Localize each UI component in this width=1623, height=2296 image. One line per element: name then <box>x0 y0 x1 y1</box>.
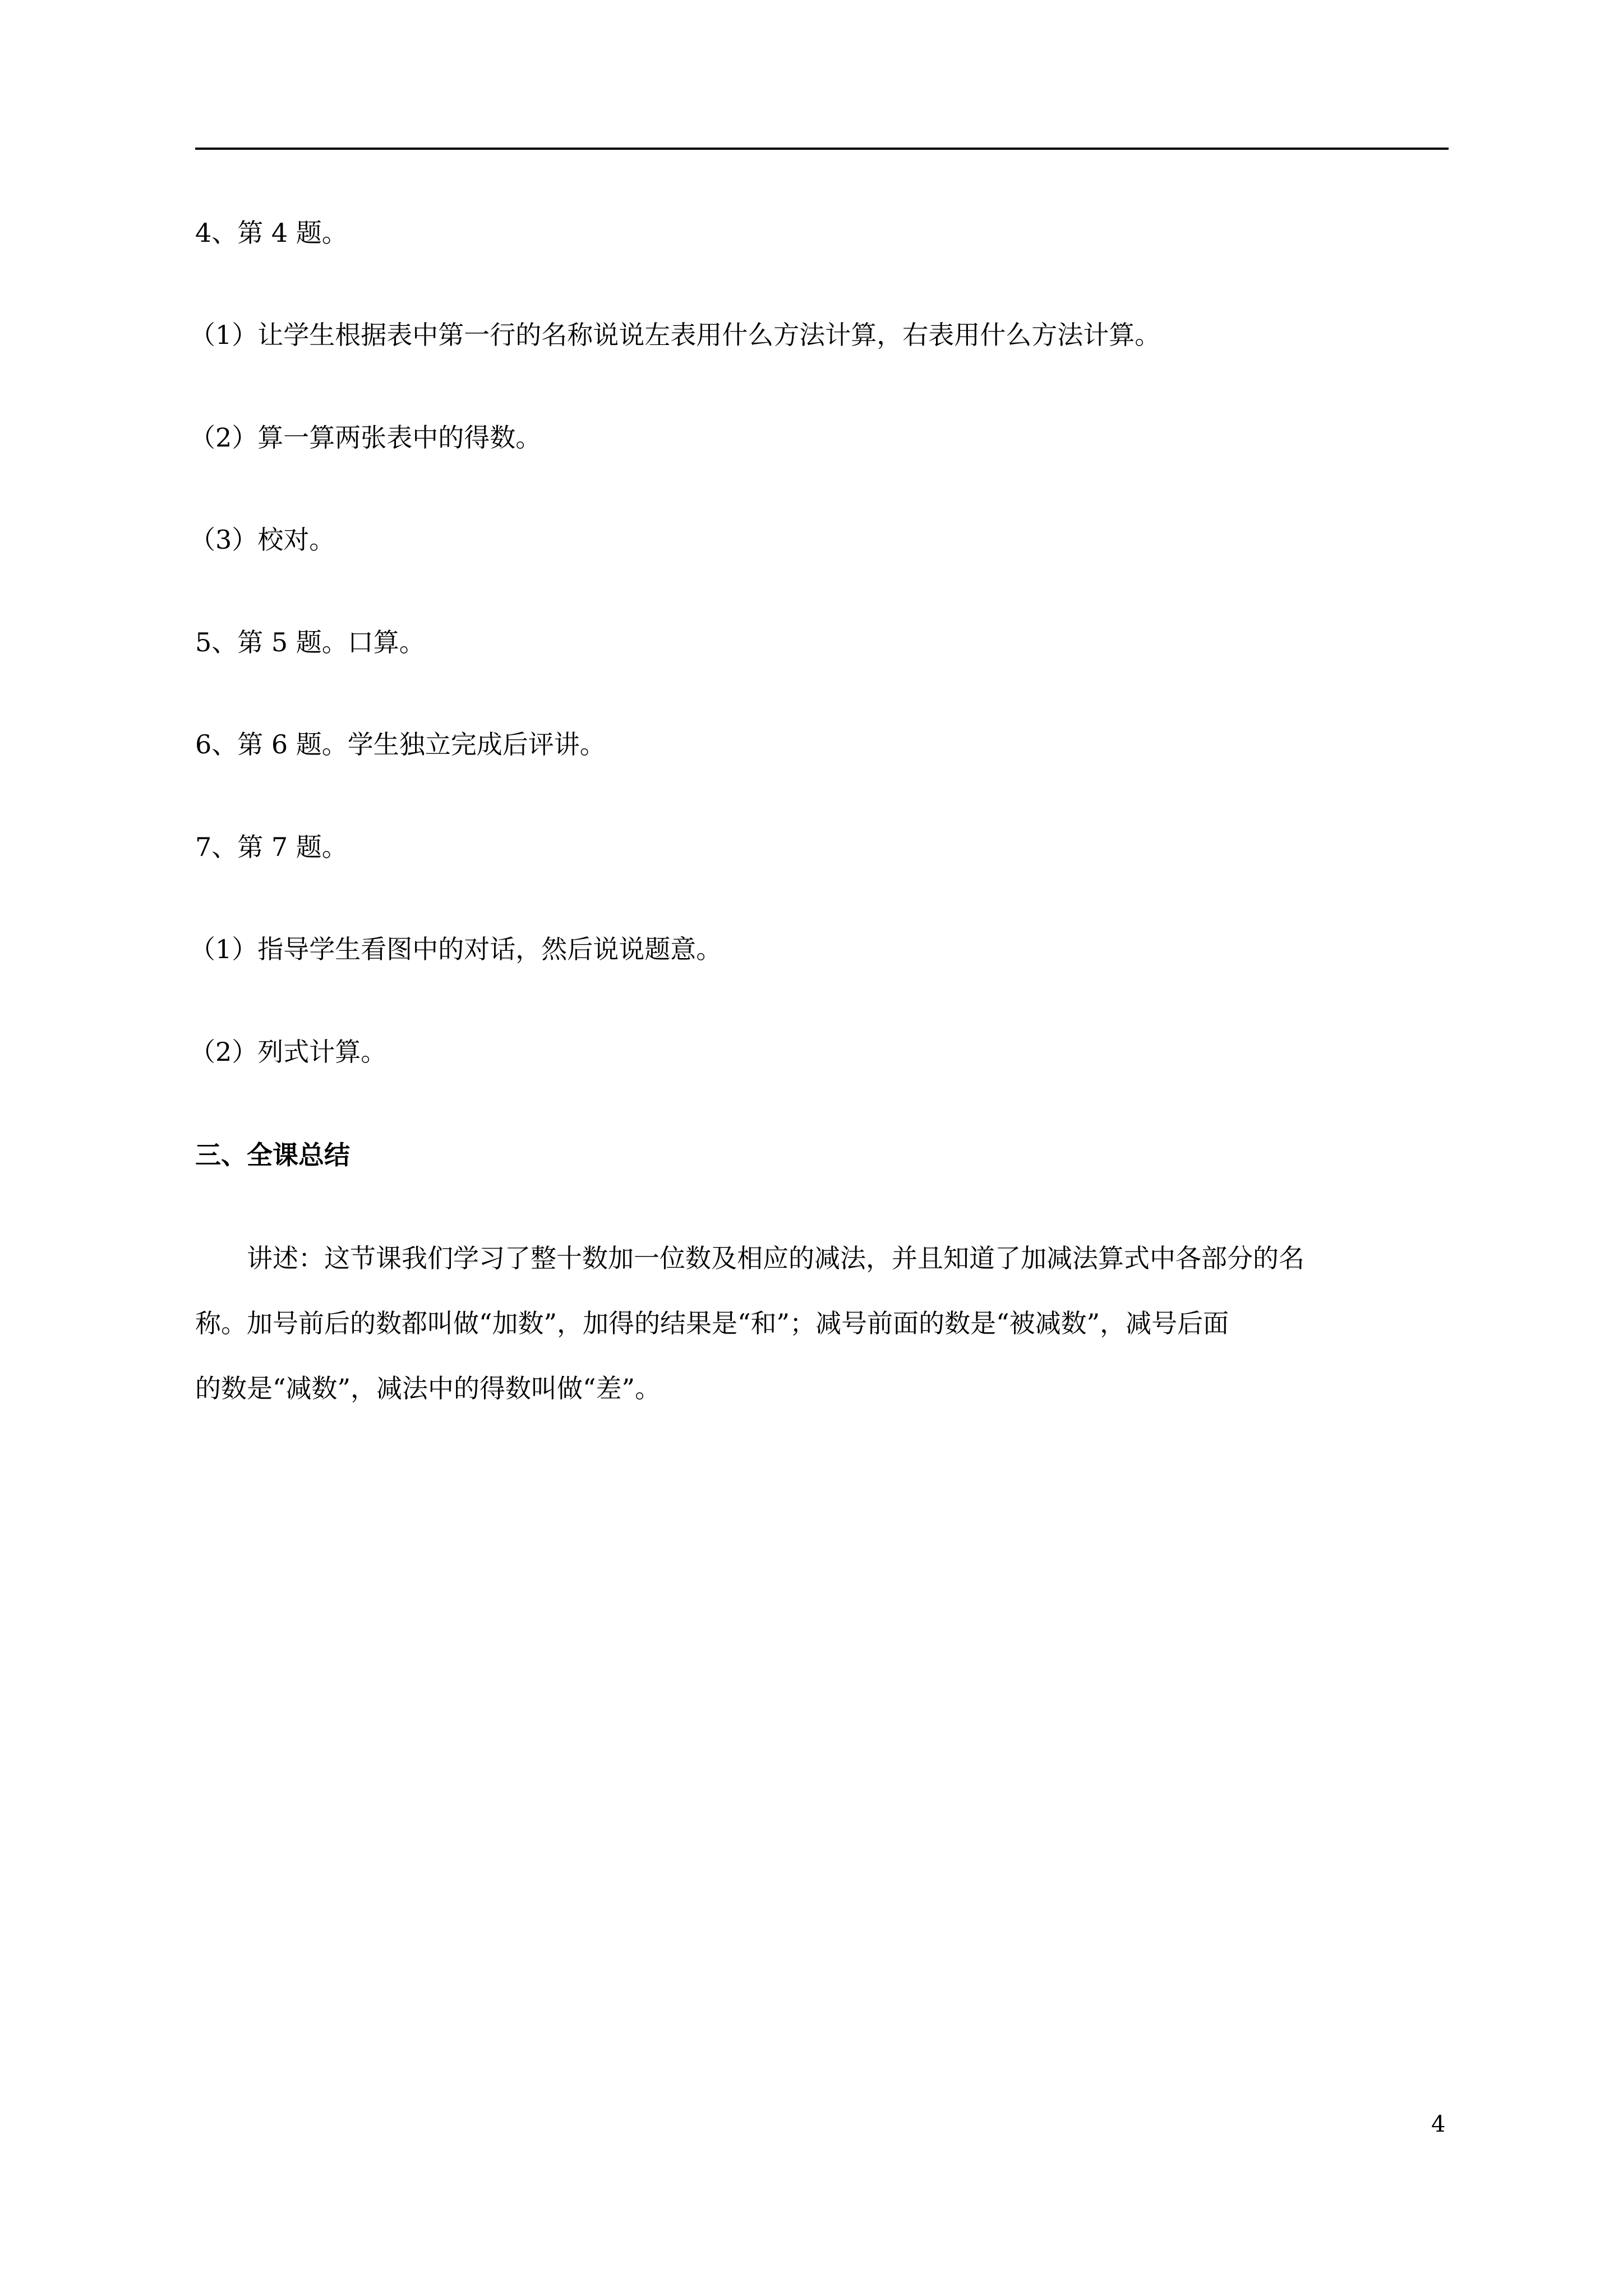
item-7-sub-2: （2）列式计算。 <box>190 1037 387 1067</box>
item-4-line: 4、第 4 题。 <box>195 218 348 248</box>
summary-line: 讲述：这节课我们学习了整十数加一位数及相应的减法，并且知道了加减法算式中各部分的名 <box>195 1243 1304 1273</box>
item-7-sub-1: （1）指导学生看图中的对话，然后说说题意。 <box>190 934 722 964</box>
item-4-sub-3: （3）校对。 <box>190 524 335 555</box>
item-4-sub-2: （2）算一算两张表中的得数。 <box>190 422 542 453</box>
item-6-line: 6、第 6 题。学生独立完成后评讲。 <box>195 729 606 760</box>
item-7-line: 7、第 7 题。 <box>195 832 348 862</box>
summary-paragraph <box>195 1241 1449 1437</box>
section-heading: 三、全课总结 <box>195 1140 350 1170</box>
header-rule <box>195 148 1449 150</box>
summary-line: 称。加号前后的数都叫做“加数”，加得的结果是“和”；减号前面的数是“被减数”，减号后面 <box>195 1308 1229 1338</box>
item-4-sub-1: （1）让学生根据表中第一行的名称说说左表用什么方法计算，右表用什么方法计算。 <box>190 320 1161 350</box>
page-number: 4 <box>1431 2111 1446 2137</box>
item-5-line: 5、第 5 题。口算。 <box>195 627 425 657</box>
summary-line: 的数是“减数”，减法中的得数叫做“差”。 <box>195 1373 661 1404</box>
